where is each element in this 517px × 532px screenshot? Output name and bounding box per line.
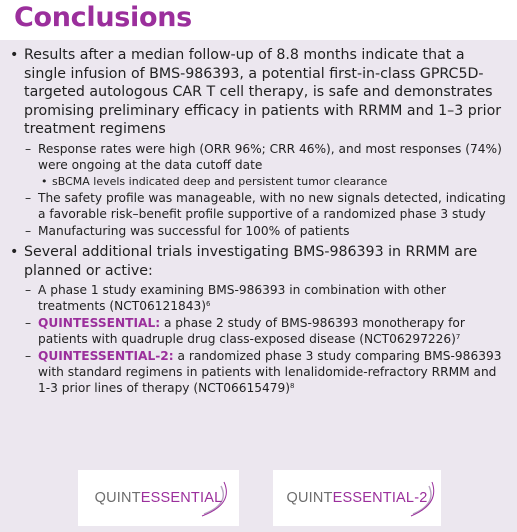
logo-text-part2: ESSENTIAL <box>140 490 223 506</box>
subbullet-text: A phase 1 study examining BMS-986393 in combination with other treatments (NCT06121843) <box>38 283 446 314</box>
subbullet-response-rates <box>25 141 506 173</box>
subbullet-text: Response rates were high (ORR 96%; CRR 46%), and most responses (74%) were ongoing at the data cutoff date <box>38 141 502 172</box>
bullet-dot-icon: • <box>10 243 19 260</box>
logo-text-part1: QUINT <box>286 490 333 506</box>
bullet-dot-icon: • <box>41 174 48 188</box>
bullet-results <box>10 46 510 139</box>
dash-icon: – <box>25 349 32 364</box>
reference-superscript: 6 <box>205 300 211 309</box>
logo-text-part1: QUINT <box>94 490 141 506</box>
reference-superscript: 7 <box>455 333 461 342</box>
bullet-text: Several additional trials investigating BMS-986393 in RRMM are planned or active: <box>24 243 478 279</box>
quintessential-logo <box>78 470 239 526</box>
dash-icon: – <box>25 283 32 298</box>
trial-name: QUINTESSENTIAL: <box>38 316 161 331</box>
subbullet-quintessential <box>25 315 506 347</box>
subbullet-text: The safety profile was manageable, with no new signals detected, indicating a favorable risk–benefit profile supportive of a randomized phase 3 study <box>38 190 506 221</box>
logo-text-part2: ESSENTIAL-2 <box>332 490 428 506</box>
reference-superscript: 8 <box>290 382 295 391</box>
dash-icon: – <box>25 223 32 238</box>
dash-icon: – <box>25 190 32 205</box>
trial-logos <box>0 470 517 528</box>
bullet-dot-icon: • <box>10 47 19 63</box>
subbullet-phase1 <box>25 282 506 314</box>
subbullet-safety <box>25 190 506 222</box>
quintessential-2-logo <box>273 470 441 526</box>
subsubbullet-text: sBCMA levels indicated deep and persistent tumor clearance <box>52 174 388 188</box>
conclusions-content <box>0 46 517 396</box>
subbullet-quintessential-2 <box>25 348 506 396</box>
subbullet-text: a phase 2 study of BMS-986393 monotherapy for patients with quadruple drug class-exposed disease (NCT06297226) <box>38 316 465 347</box>
dash-icon: – <box>25 141 32 156</box>
subbullet-text: Manufacturing was successful for 100% of patients <box>38 223 350 238</box>
subbullet-text: a randomized phase 3 study comparing BMS-986393 with standard regimens in patients with lenalidomide-refractory RRMM and 1-3 prior lines of therapy (NCT06615479) <box>38 349 502 396</box>
bullet-text: Results after a median follow-up of 8.8 months indicate that a single infusion of BMS-986393, a potential first-in-class GPRC5D-targeted autologous CAR T cell therapy, is safe and demonstrates promising preliminary efficacy in patients with RRMM and 1–3 prior treatment regimens <box>24 47 502 138</box>
page-title: Conclusions <box>14 2 192 33</box>
dash-icon: – <box>25 316 32 331</box>
subsubbullet-sbcma <box>41 174 502 189</box>
bullet-additional-trials <box>10 243 510 280</box>
subbullet-manufacturing <box>25 223 506 239</box>
trial-name: QUINTESSENTIAL-2: <box>38 349 174 364</box>
